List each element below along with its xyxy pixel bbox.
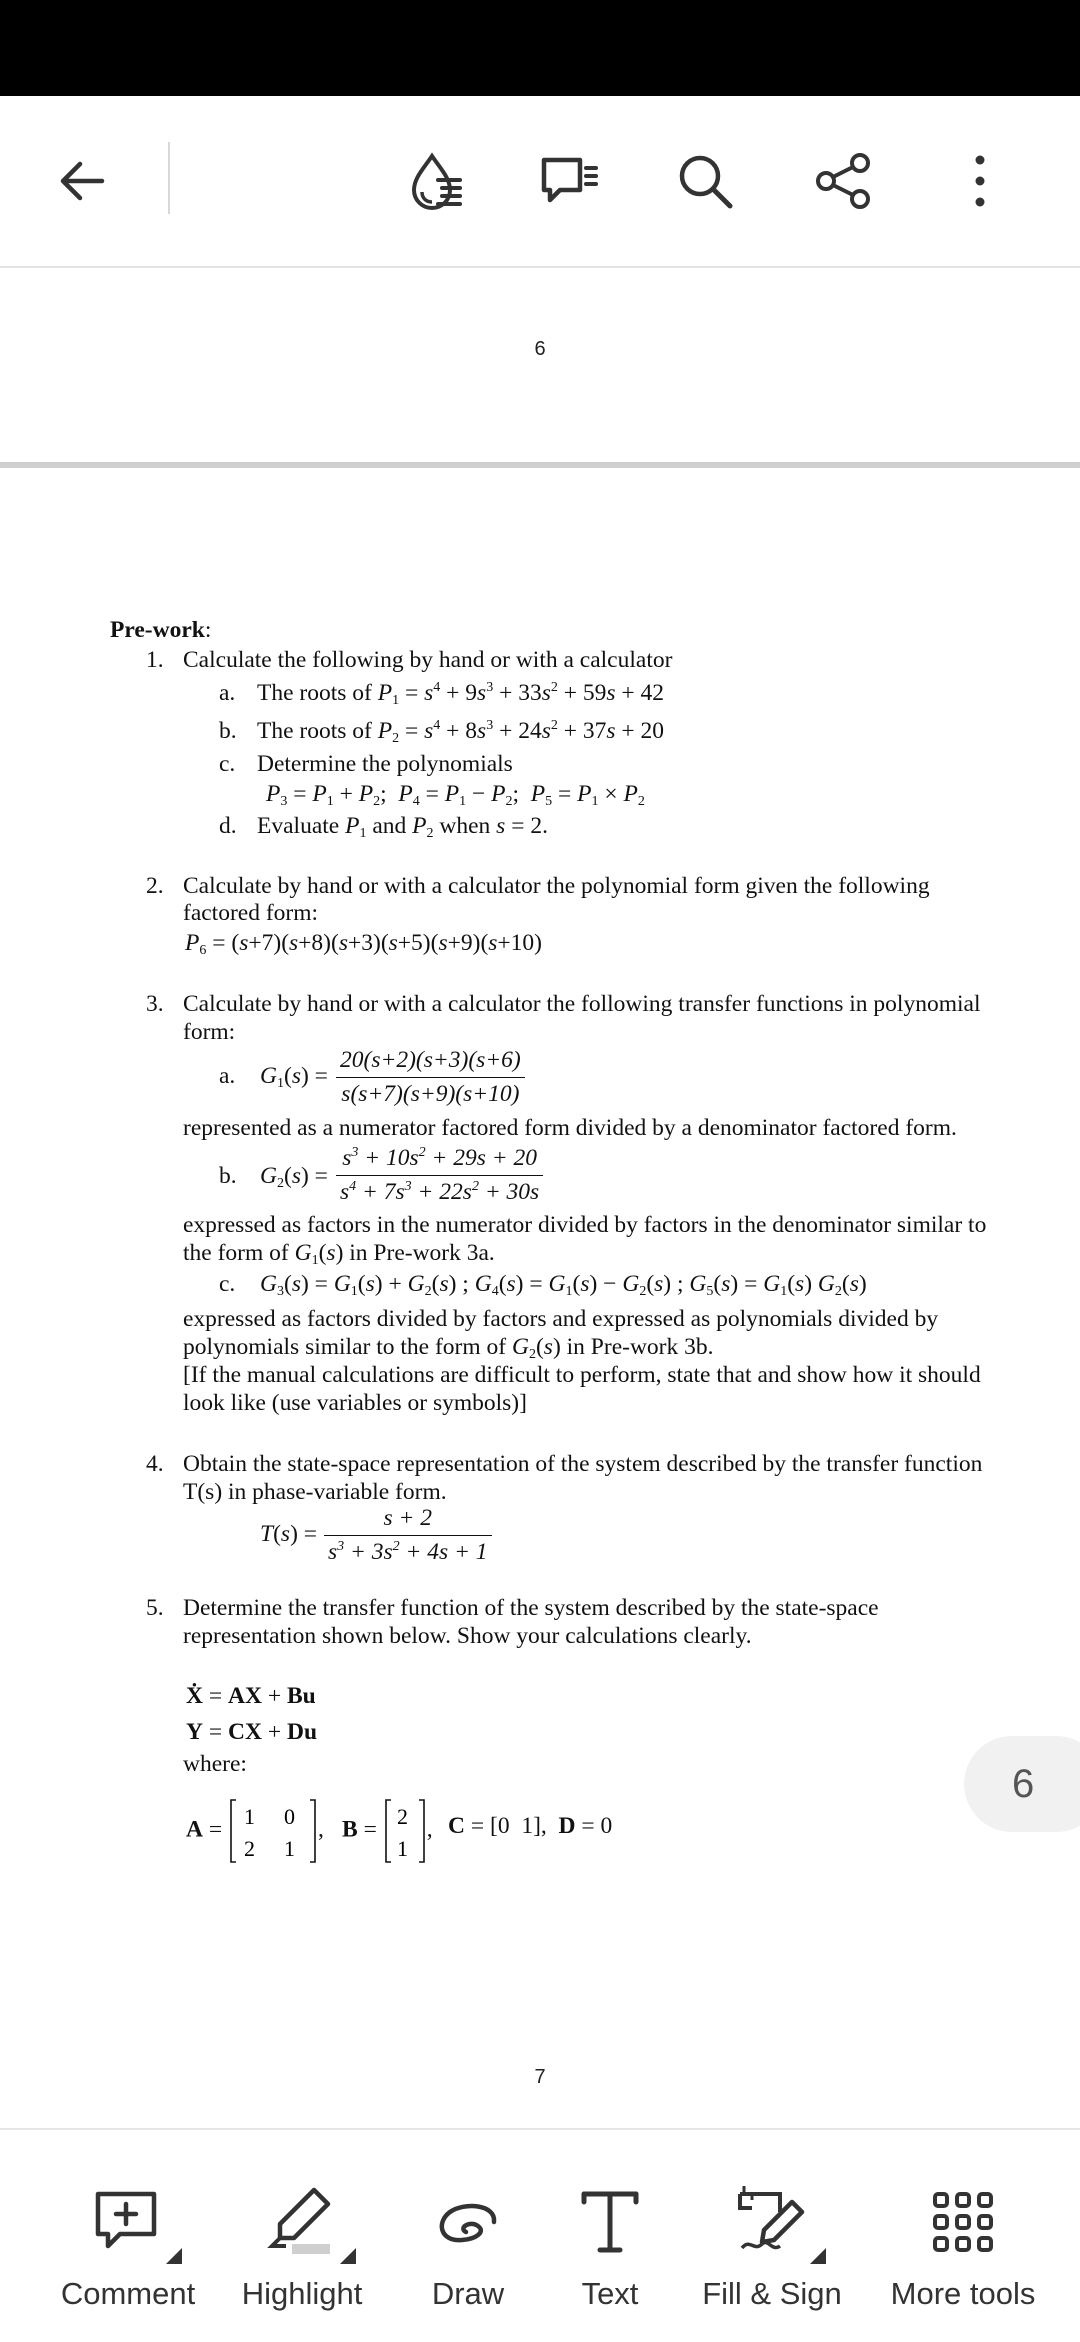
q1c-text: Determine the polynomials <box>257 751 513 777</box>
q3-number: 3. <box>146 991 164 1017</box>
q5-matrix-b: B = 2 1 , <box>342 1796 433 1866</box>
q5-number: 5. <box>146 1595 164 1621</box>
comments-list-button[interactable] <box>524 136 614 226</box>
q3-note1: [If the manual calculations are difficult to perform, state that and show how it should <box>183 1362 981 1388</box>
q5-output-eq: Y = CX + Du <box>186 1719 318 1745</box>
svg-text:1: 1 <box>396 1836 408 1861</box>
highlight-tool[interactable]: Highlight <box>232 2130 372 2342</box>
comments-list-icon <box>536 148 602 214</box>
q3b-lhs: $G_2(s)$ = <box>260 1163 328 1191</box>
q3b-label: b. <box>219 1163 237 1189</box>
q1b-text: The roots of $P_2 = s^4 + 8s^3 + 24s^2 + 37s + 20$ <box>257 718 665 746</box>
toolbar-divider <box>168 142 170 214</box>
q4-line2: T(s) in phase-variable form. <box>183 1479 447 1505</box>
q2-line2: factored form: <box>183 900 319 926</box>
svg-text:2: 2 <box>244 1836 255 1861</box>
more-options-button[interactable] <box>935 136 1025 226</box>
comment-add-icon <box>88 2182 168 2262</box>
more-options-icon <box>947 148 1013 214</box>
document-page <box>0 468 1080 2128</box>
svg-text:1: 1 <box>244 1804 255 1829</box>
search-button[interactable] <box>660 136 750 226</box>
highlight-tool-dropdown <box>340 2248 356 2264</box>
more-tools[interactable]: More tools <box>878 2130 1048 2342</box>
page-indicator-bubble[interactable]: 6 <box>964 1736 1080 1832</box>
fill-sign-icon <box>732 2182 812 2262</box>
q5-matrix-c: C = [0 1], D = 0 <box>448 1813 613 1839</box>
liquid-mode-icon <box>402 148 468 214</box>
q1-text: Calculate the following by hand or with a calculator <box>183 647 673 673</box>
q4-fraction: $\frac{s + 2}{s^3 + 3s^2 + 4s + 1}$ <box>324 1504 492 1567</box>
q1-number: 1. <box>146 647 164 673</box>
q3a-label: a. <box>219 1063 236 1089</box>
q3a-after: represented as a numerator factored form divided by a denominator factored form. <box>183 1115 957 1141</box>
q3b-after2: the form of $G_1(s)$ in Pre-work 3a. <box>183 1240 495 1268</box>
draw-icon <box>428 2182 508 2262</box>
comment-tool[interactable]: Comment <box>58 2130 198 2342</box>
q5-where: where: <box>183 1751 247 1777</box>
current-page-number: 7 <box>534 2066 546 2088</box>
liquid-mode-button[interactable] <box>390 136 480 226</box>
q3b-fraction: $\frac{s^3 + 10s^2 + 29s + 20}{s^4 + 7s^3 + 22s^2 + 30s}$ <box>336 1144 543 1207</box>
svg-text:1: 1 <box>284 1836 295 1861</box>
fill-sign-tool[interactable]: Fill & Sign <box>702 2130 842 2342</box>
q4-number: 4. <box>146 1451 164 1477</box>
text-tool-icon <box>570 2182 650 2262</box>
top-toolbar <box>0 96 1080 268</box>
grid-menu-icon <box>923 2182 1003 2262</box>
fill-sign-dropdown <box>810 2248 826 2264</box>
q1c-formula: $P_3 = P_1 + P_2$; $P_4 = P_1 - P_2$; $P_5 = P_1 \times P_2$ <box>266 781 645 809</box>
q3a-lhs: $G_1(s)$ = <box>260 1063 328 1091</box>
q3c-formula: $G_3(s) = G_1(s) + G_2(s)$ ; $G_4(s) = G_1(s) - G_2(s)$ ; $G_5(s) = G_1(s)$ $G_2(s)$ <box>260 1271 867 1299</box>
text-tool[interactable]: Text <box>540 2130 680 2342</box>
bottom-toolbar <box>0 2128 1080 2342</box>
draw-tool[interactable]: Draw <box>398 2130 538 2342</box>
q3-note2: look like (use variables or symbols)] <box>183 1390 527 1416</box>
search-icon <box>672 148 738 214</box>
q1b-label: b. <box>219 718 237 744</box>
highlighter-icon <box>262 2182 342 2262</box>
svg-text:2: 2 <box>396 1804 408 1829</box>
q3c-after2: polynomials similar to the form of $G_2(s)$ in Pre-work 3b. <box>183 1334 714 1362</box>
q2-number: 2. <box>146 873 164 899</box>
section-heading: Pre-work: <box>110 617 212 643</box>
q1c-label: c. <box>219 751 236 777</box>
q3c-label: c. <box>219 1271 236 1297</box>
svg-text:0: 0 <box>284 1804 295 1829</box>
previous-page-number: 6 <box>534 338 546 360</box>
q4-lhs: T(s) = <box>260 1521 318 1547</box>
q3b-after1: expressed as factors in the numerator divided by factors in the denominator similar to <box>183 1212 987 1238</box>
q2-formula: $P_6 = (s+7)(s+8)(s+3)(s+5)(s+9)(s+10)$ <box>185 930 543 958</box>
q4-line1: Obtain the state-space representation of the system described by the transfer function <box>183 1451 983 1477</box>
q2-line1: Calculate by hand or with a calculator the polynomial form given the following <box>183 873 930 899</box>
q1d-label: d. <box>219 813 237 839</box>
back-arrow-icon <box>50 148 116 214</box>
q5-matrix-a: A = 1 0 2 1 , <box>186 1796 324 1866</box>
q5-state-eq: Ẋ = AX + Bu <box>186 1683 316 1709</box>
share-button[interactable] <box>798 136 888 226</box>
q1a-text: The roots of $P_1 = s^4 + 9s^3 + 33s^2 + 59s + 42$ <box>257 680 665 708</box>
q3-line2: form: <box>183 1019 236 1045</box>
status-bar <box>0 0 1080 96</box>
back-button[interactable] <box>38 136 128 226</box>
q5-line1: Determine the transfer function of the system described by the state-space <box>183 1595 879 1621</box>
share-icon <box>810 148 876 214</box>
q3-line1: Calculate by hand or with a calculator the following transfer functions in polynomial <box>183 991 981 1017</box>
comment-tool-dropdown <box>166 2248 182 2264</box>
q1a-label: a. <box>219 680 236 706</box>
q5-line2: representation shown below. Show your calculations clearly. <box>183 1623 752 1649</box>
q1d-text: Evaluate $P_1$ and $P_2$ when s = 2. <box>257 813 548 841</box>
q3c-after1: expressed as factors divided by factors and expressed as polynomials divided by <box>183 1306 939 1332</box>
q3a-fraction: $\frac{20(s+2)(s+3)(s+6)}{s(s+7)(s+9)(s+10)}$ <box>336 1046 525 1109</box>
